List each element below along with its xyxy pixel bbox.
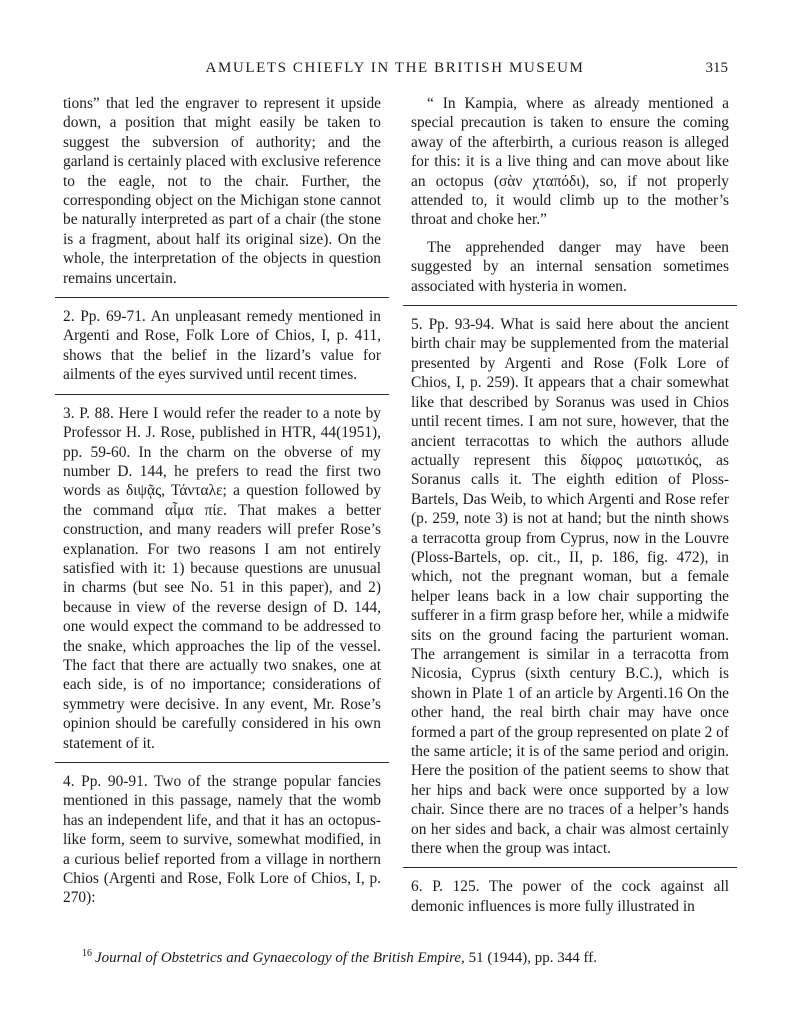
- section-divider: [403, 305, 737, 306]
- running-title: AMULETS CHIEFLY IN THE BRITISH MUSEUM: [205, 60, 585, 76]
- paragraph-continuation: tions” that led the engraver to represent it upside down, a position that might easily be taken to suggest the subversion of authority; and the garland is certainly placed with exclusive reference to the eagle, not to the chair. Further, the corresponding object on the Michigan stone cannot be naturally interpreted as part of a chair (the stone is a fragment, about half its original size). On the whole, the interpretation of the objects in question remains uncertain.: [63, 95, 381, 287]
- footnote-marker: 16: [82, 948, 92, 959]
- section-divider: [55, 762, 389, 763]
- note-5: 5. Pp. 93-94. What is said here about the ancient birth chair may be supplemented from the material presented by Argenti and Rose (Folk Lore of Chios, I, p. 259). It appears that a chair somewhat like that described by Soranus was used in Chios until recent times. I am not sure, however, that the ancient terracottas to which the authors allude actually represent this δίφρος μαιωτικός, as Soranus calls it. The eighth edition of Ploss-Bartels, Das Weib, to which Argenti and Rose refer (p. 259, note 3) is not at hand; but the ninth shows a terracotta group from Cyprus, now in the Louvre (Ploss-Bartels, op. cit., II, p. 186, fig. 472), in which, not the pregnant woman, but a female helper leans back in a low chair supporting the sufferer in a firm grasp before her, while a midwife sits on the ground facing the parturient woman. The arrangement is similar in a terracotta from Nicosia, Cyprus (sixth century B.C.), which is shown in Plate 1 of an article by Argenti.16 On the other hand, the real birth chair may have once formed a part of the group represented on plate 2 of the same article; it is of the same period and origin. Here the position of the patient seems to show that her hips and back were once supported by a low chair. Since there are no traces of a helper’s hands on her sides and back, a chair was almost certainly there when the group was intact.: [411, 316, 729, 858]
- page-number: 315: [705, 60, 728, 76]
- left-column: [63, 94, 381, 908]
- note-3: 3. P. 88. Here I would refer the reader to a note by Professor H. J. Rose, published in HTR, 44(1951), pp. 59-60. In the charm on the obverse of my number D. 144, he prefers to read the first two words as διψᾷς, Τάνταλε; a question followed by the command αἷμα πίε. That makes a better construction, and many readers will prefer Rose’s explanation. For two reasons I am not entirely satisfied with it: 1) because questions are unusual in charms (but see No. 51 in this paper), and 2) because in view of the reverse design of D. 144, one would expect the command to be addressed to the snake, which approaches the lip of the vessel. The fact that there are actually two snakes, one at each side, is of no importance; considerations of symmetry were decisive. In any event, Mr. Rose’s opinion should be carefully considered in his own statement of it.: [63, 404, 381, 752]
- section-divider: [403, 867, 737, 868]
- section-divider: [55, 297, 389, 298]
- footnote-journal: Journal of Obstetrics and Gynaecology of the British Empire,: [95, 950, 465, 966]
- block-quote: “ In Kampia, where as already mentioned a special precaution is taken to ensure the coming away of the afterbirth, a curious reason is alleged for this: it is a live thing and can move about like an octopus (σὰν χταπόδι), so, if not properly attended to, it would climb up to the mother’s throat and choke her.”: [411, 95, 729, 229]
- note-2: 2. Pp. 69-71. An unpleasant remedy mentioned in Argenti and Rose, Folk Lore of Chios, I, p. 411, shows that the belief in the lizard’s value for ailments of the eyes survived until recent times.: [63, 308, 381, 384]
- note-4: 4. Pp. 90-91. Two of the strange popular fancies mentioned in this passage, namely that the womb has an independent life, and that it has an octopus-like form, seem to survive, somewhat modified, in a curious belief reported from a village in northern Chios (Argenti and Rose, Folk Lore of Chios, I, p. 270):: [63, 773, 381, 907]
- section-divider: [55, 394, 389, 395]
- paragraph-commentary: The apprehended danger may have been suggested by an internal sensation sometimes associated with hysteria in women.: [411, 238, 729, 295]
- running-header: [60, 60, 730, 86]
- footnote: [82, 944, 742, 968]
- right-column: [411, 94, 729, 916]
- footnote-citation: 51 (1944), pp. 344 ff.: [468, 950, 598, 966]
- note-6: 6. P. 125. The power of the cock against all demonic influences is more fully illustrated in: [411, 878, 729, 915]
